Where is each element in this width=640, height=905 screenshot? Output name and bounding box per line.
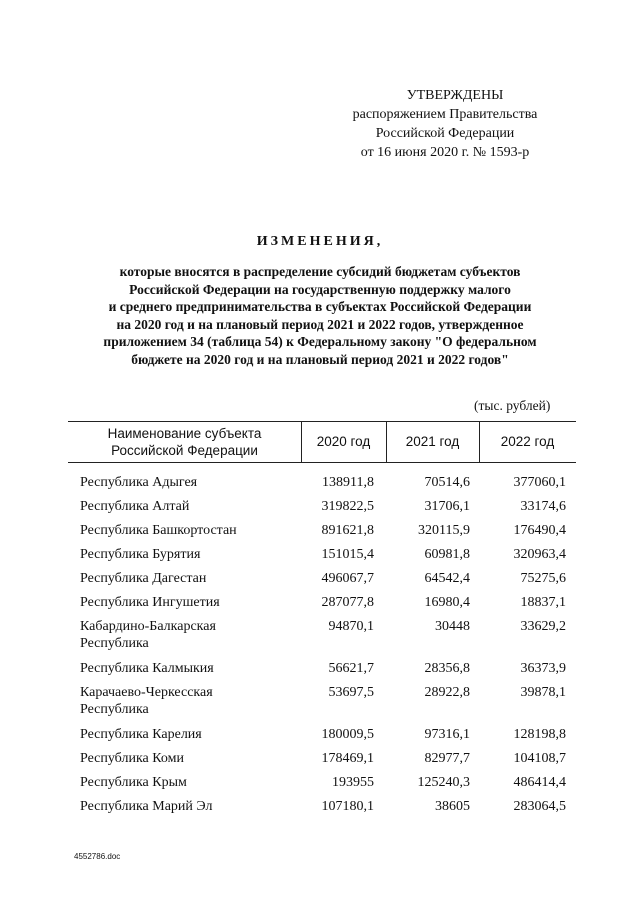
value-2020: 94870,1 (328, 619, 374, 634)
header-2022: 2022 год (500, 434, 555, 449)
value-2022: 33174,6 (520, 499, 566, 514)
approval-line-2: Российской Федерации (375, 126, 515, 141)
region-name: Республика Алтай (80, 499, 190, 514)
value-2020: 319822,5 (321, 499, 374, 514)
value-2020: 891621,8 (321, 523, 374, 538)
region-name: Республика Башкортостан (80, 523, 237, 538)
subtitle-line: Российской Федерации на государственную поддержку малого (129, 281, 511, 297)
value-2022: 33629,2 (520, 619, 566, 634)
value-2021: 70514,6 (424, 475, 470, 490)
value-2020: 287077,8 (321, 595, 374, 610)
value-2022: 283064,5 (513, 799, 566, 814)
value-2021: 30448 (435, 619, 470, 634)
approval-line-1: распоряжением Правительства (352, 107, 538, 122)
value-2021: 31706,1 (424, 499, 470, 514)
subtitle-line: и среднего предпринимательства в субъектах Российской Федерации (108, 299, 532, 314)
value-2020: 180009,5 (321, 727, 374, 742)
header-region-name (68, 421, 301, 462)
value-2021: 16980,4 (424, 595, 470, 610)
table-header-rule (68, 462, 576, 463)
value-2022: 104108,7 (513, 751, 566, 766)
value-2022: 36373,9 (520, 661, 566, 676)
document-footer: 4552786.doc (74, 852, 121, 861)
value-2020: 107180,1 (321, 799, 374, 814)
value-2021: 97316,1 (424, 727, 470, 742)
value-2020: 138911,8 (322, 475, 374, 490)
value-2022: 176490,4 (513, 523, 566, 538)
region-name: Республика Адыгея (80, 475, 198, 490)
value-2022: 320963,4 (513, 547, 566, 562)
region-name: Республика Ингушетия (80, 595, 220, 610)
approval-line-3: от 16 июня 2020 г. № 1593-р (360, 145, 530, 160)
value-2020: 178469,1 (321, 751, 374, 766)
value-2020: 496067,7 (321, 571, 374, 586)
header-region-line-1: Наименование субъекта (107, 425, 262, 441)
document-heading: ИЗМЕНЕНИЯ, (256, 234, 384, 249)
region-name: Республика Крым (80, 775, 187, 790)
region-name: Кабардино-Балкарская Республика (80, 619, 216, 651)
value-2022: 18837,1 (520, 595, 566, 610)
approval-block (340, 86, 550, 162)
value-2020: 56621,7 (328, 661, 374, 676)
value-2021: 60981,8 (424, 547, 470, 562)
value-2020: 53697,5 (328, 685, 374, 700)
value-2021: 28356,8 (424, 661, 470, 676)
value-2020: 151015,4 (321, 547, 374, 562)
region-name: Республика Калмыкия (80, 661, 214, 676)
subtitle-line: которые вносятся в распределение субсидий бюджетам субъектов (119, 264, 521, 279)
subtitle-line: на 2020 год и на плановый период 2021 и 2022 годов, утвержденное (116, 316, 524, 332)
header-2020: 2020 год (316, 434, 371, 449)
region-name: Республика Марий Эл (80, 799, 213, 814)
value-2021: 82977,7 (424, 751, 470, 766)
value-2022: 39878,1 (520, 685, 566, 700)
document-subtitle (60, 263, 580, 368)
region-name: Карачаево-Черкесская Республика (80, 685, 213, 717)
value-2022: 486414,4 (513, 775, 566, 790)
units-label: (тыс. рублей) (474, 398, 551, 413)
subtitle-line: приложением 34 (таблица 54) к Федеральному закону "О федеральном (103, 334, 537, 349)
value-2020: 193955 (332, 775, 374, 790)
value-2022: 128198,8 (513, 727, 566, 742)
value-2021: 38605 (435, 799, 470, 814)
value-2021: 64542,4 (424, 571, 470, 586)
value-2022: 75275,6 (520, 571, 566, 586)
region-name: Республика Бурятия (80, 547, 201, 562)
approval-title: УТВЕРЖДЕНЫ (406, 88, 504, 103)
value-2021: 125240,3 (417, 775, 470, 790)
header-2021: 2021 год (405, 434, 460, 449)
value-2022: 377060,1 (513, 475, 566, 490)
value-2021: 320115,9 (418, 523, 470, 538)
header-region-line-2: Российской Федерации (111, 442, 258, 458)
region-name: Республика Карелия (80, 727, 202, 742)
value-2021: 28922,8 (424, 685, 470, 700)
region-name: Республика Дагестан (80, 571, 207, 586)
subtitle-line: бюджете на 2020 год и на плановый период 2021 и 2022 годов" (131, 351, 509, 367)
region-name: Республика Коми (80, 751, 184, 766)
